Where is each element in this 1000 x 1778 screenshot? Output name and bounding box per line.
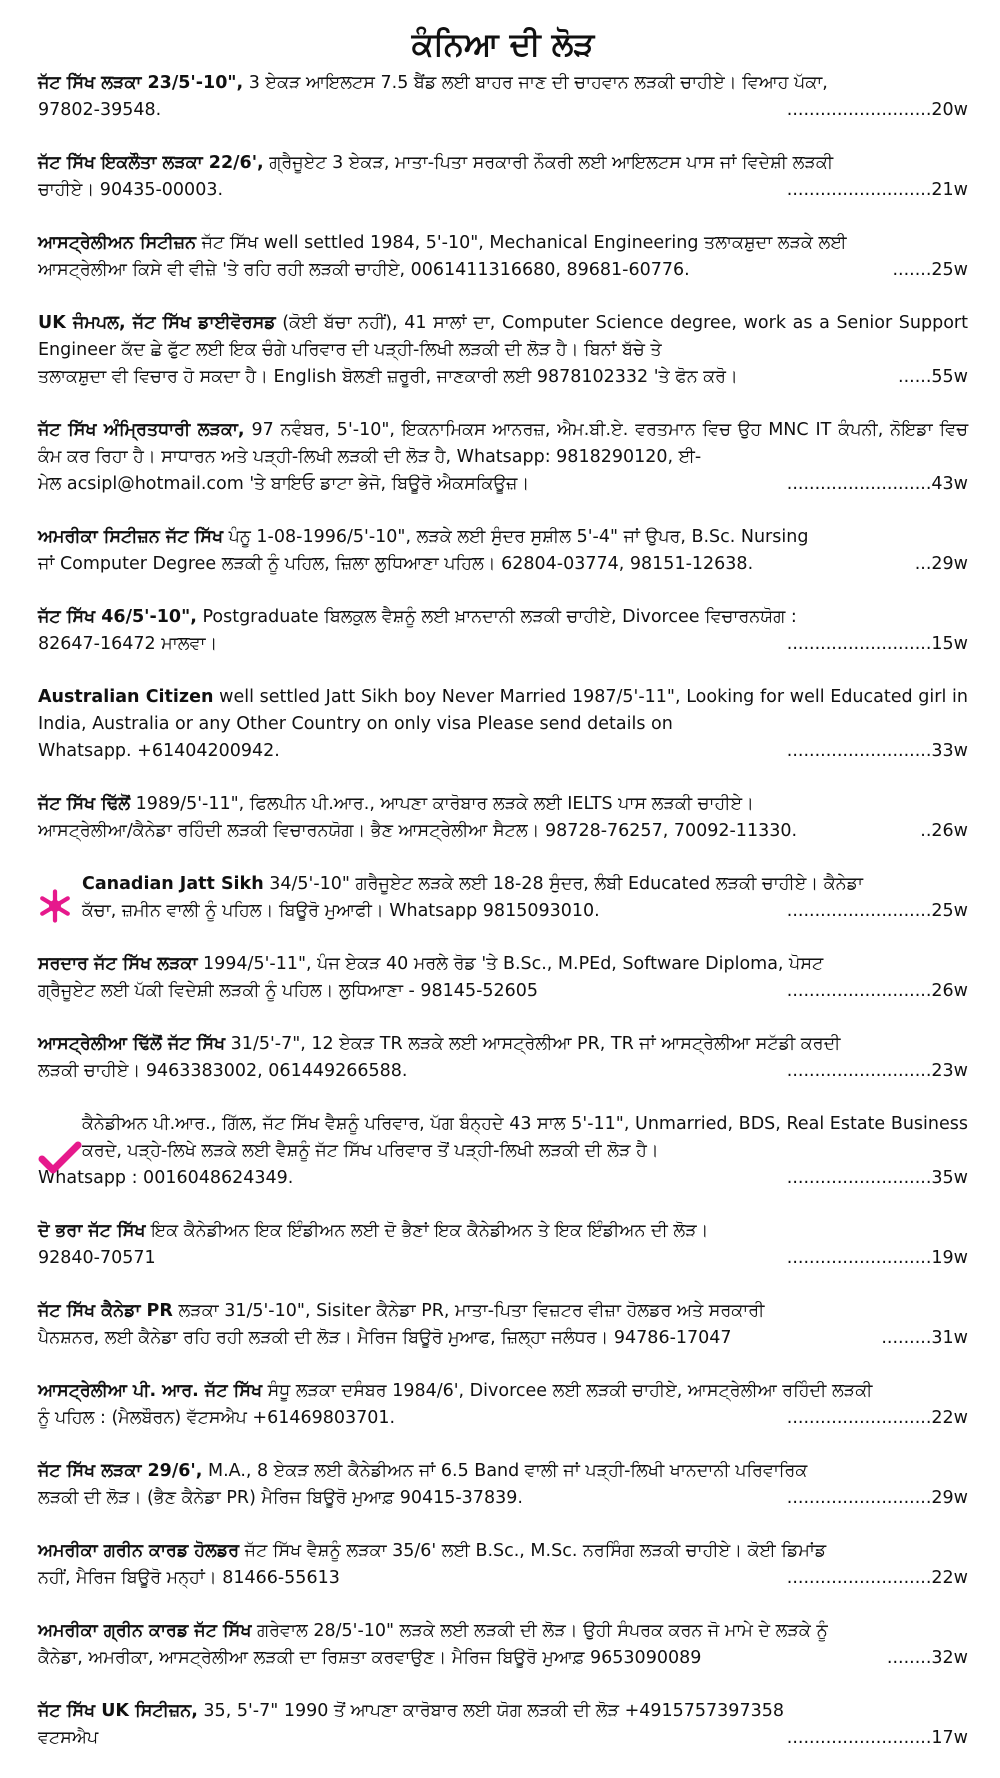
ad-body: 31/5'-7", 12 ਏਕੜ TR ਲੜਕੇ ਲਈ ਆਸਟ੍ਰੇਲੀਆ PR, TR ਜਾਂ ਆਸਟ੍ਰੇਲੀਆ ਸਟੱਡੀ ਕਰਦੀ <box>225 1034 841 1054</box>
classified-ad-5 <box>38 417 968 498</box>
ad-headline: ਜੱਟ ਸਿੱਖ UK ਸਿਟੀਜ਼ਨ, <box>38 1701 198 1721</box>
ad-body: 34/5'-10" ਗਰੈਜੂਏਟ ਲੜਕੇ ਲਈ 18-28 ਸੁੰਦਰ, ਲੰਬੀ Educated ਲੜਕੀ ਚਾਹੀਏ। ਕੈਨੇਡਾ <box>263 874 863 894</box>
ad-contact: 82647-16472 ਮਾਲਵਾ। <box>38 634 218 654</box>
ad-footer <box>38 738 968 765</box>
ad-contact: 92840-70571 <box>38 1248 156 1268</box>
page-title: ਕੰਨਿਆ ਦੀ ਲੋੜ <box>411 25 595 63</box>
ad-headline: ਜੱਟ ਸਿੱਖ ਲੜਕਾ 23/5'-10", <box>38 73 244 93</box>
ad-body: 35, 5'-7" 1990 ਤੋਂ ਆਪਣਾ ਕਾਰੋਬਾਰ ਲਈ ਯੋਗ ਲੜਕੀ ਦੀ ਲੋੜ +4915757397358 <box>197 1701 784 1721</box>
ad-code: ..........................17w <box>786 1728 968 1748</box>
classified-ad-1 <box>38 70 968 124</box>
ad-footer <box>38 1405 968 1432</box>
ad-contact: ਨੂੰ ਪਹਿਲ : (ਮੈਲਬੌਰਨ) ਵੱਟਸਐਪ +61469803701. <box>38 1408 396 1428</box>
ad-contact: ਲੜਕੀ ਚਾਹੀਏ। 9463383002, 061449266588. <box>38 1061 408 1081</box>
classified-ad-7 <box>38 604 968 658</box>
ad-headline: ਜੱਟ ਸਿੱਖ ਢਿੱਲੋਂ <box>38 794 131 814</box>
ad-body: well settled Jatt Sikh boy Never Married 1987/5'-11", Looking for well Educated girl in India, Australia or any Other Country on only visa Please send details on <box>38 687 968 734</box>
ad-headline: ਜੱਟ ਸਿੱਖ ਇਕਲੌਤਾ ਲੜਕਾ 22/6', <box>38 153 264 173</box>
ad-code: ..........................43w <box>786 474 968 494</box>
ad-headline: ਜੱਟ ਸਿੱਖ ਕੈਨੇਡਾ PR <box>38 1301 173 1321</box>
ad-contact: ਮੇਲ acsipl@hotmail.com 'ਤੇ ਬਾਇਓ ਡਾਟਾ ਭੇਜੋ, ਬਿਊਰੋ ਐਕਸਕਿਊਜ਼। <box>38 474 530 494</box>
ad-headline: ਅਮਰੀਕਾ ਸਿਟੀਜ਼ਨ ਜੱਟ ਸਿੱਖ <box>38 527 224 547</box>
ad-contact: ਆਸਟ੍ਰੇਲੀਆ ਕਿਸੇ ਵੀ ਵੀਜ਼ੇ 'ਤੇ ਰਹਿ ਰਹੀ ਲੜਕੀ ਚਾਹੀਏ, 0061411316680, 89681-60776. <box>38 260 690 280</box>
ad-body: ਜੱਟ ਸਿੱਖ well settled 1984, 5'-10", Mechanical Engineering ਤਲਾਕਸ਼ੁਦਾ ਲੜਕੇ ਲਈ <box>196 233 847 253</box>
ad-headline: Australian Citizen <box>38 687 214 707</box>
ad-footer <box>38 1725 968 1752</box>
ad-headline: Canadian Jatt Sikh <box>82 874 264 894</box>
ad-headline: ਆਸਟ੍ਰੇਲੀਆ ਪੀ. ਆਰ. ਜੱਟ ਸਿੱਖ <box>38 1381 263 1401</box>
ad-contact: ਵਟਸਐਪ <box>38 1728 99 1748</box>
classified-ad-15 <box>38 1298 968 1352</box>
ad-contact: ਆਸਟ੍ਰੇਲੀਆ/ਕੈਨੇਡਾ ਰਹਿੰਦੀ ਲੜਕੀ ਵਿਚਾਰਨਯੋਗ। ਭੈਣ ਆਸਟ੍ਰੇਲੀਆ ਸੈਟਲ। 98728-76257, 70092-11330. <box>38 821 798 841</box>
classified-ad-13 <box>38 1111 968 1192</box>
ad-code: ..........................25w <box>786 901 968 921</box>
ad-code: ..........................22w <box>786 1408 968 1428</box>
ad-footer <box>38 1165 968 1192</box>
ad-code: ........32w <box>886 1648 968 1668</box>
ad-contact: 97802-39548. <box>38 100 162 120</box>
ad-text-block <box>38 871 968 925</box>
ad-headline: ਦੋ ਭਰਾ ਜੱਟ ਸਿੱਖ <box>38 1221 146 1241</box>
ad-headline: ਆਸਟ੍ਰੇਲੀਆ ਢਿੱਲੋਂ ਜੱਟ ਸਿੱਖ <box>38 1034 226 1054</box>
ad-contact: ਤਲਾਕਸ਼ੁਦਾ ਵੀ ਵਿਚਾਰ ਹੋ ਸਕਦਾ ਹੈ। English ਬੋਲਣੀ ਜ਼ਰੂਰੀ, ਜਾਣਕਾਰੀ ਲਈ 9878102332 'ਤੇ ਫੋਨ ਕਰੋ। <box>38 367 738 387</box>
ad-code: ..........................29w <box>786 1488 968 1508</box>
classified-ad-4 <box>38 310 968 391</box>
ad-body: ਗ੍ਰੈਜੂਏਟ 3 ਏਕੜ, ਮਾਤਾ-ਪਿਤਾ ਸਰਕਾਰੀ ਨੌਕਰੀ ਲਈ ਆਇਲਟਸ ਪਾਸ ਜਾਂ ਵਿਦੇਸ਼ੀ ਲੜਕੀ <box>263 153 834 173</box>
ad-code: ..........................15w <box>786 634 968 654</box>
ad-body: 3 ਏਕੜ ਆਇਲਟਸ 7.5 ਬੈਂਡ ਲਈ ਬਾਹਰ ਜਾਣ ਦੀ ਚਾਹਵਾਨ ਲੜਕੀ ਚਾਹੀਏ। ਵਿਆਹ ਪੱਕਾ, <box>243 73 828 93</box>
classified-ad-18 <box>38 1538 968 1592</box>
ad-footer <box>38 818 968 845</box>
ad-body: ਪੰਨੂ 1-08-1996/5'-10", ਲੜਕੇ ਲਈ ਸੁੰਦਰ ਸੁਸ਼ੀਲ 5'-4" ਜਾਂ ਉਪਰ, B.Sc. Nursing <box>223 527 809 547</box>
ad-footer <box>38 1645 968 1672</box>
ad-body: ਜੱਟ ਸਿੱਖ ਵੈਸ਼ਨੂੰ ਲੜਕਾ 35/6' ਲਈ B.Sc., M.Sc. ਨਰਸਿੰਗ ਲੜਕੀ ਚਾਹੀਏ। ਕੋਈ ਡਿਮਾਂਡ <box>239 1541 827 1561</box>
ad-footer <box>38 631 968 658</box>
classified-ad-10 <box>38 871 968 925</box>
ad-contact: ਜਾਂ Computer Degree ਲੜਕੀ ਨੂੰ ਪਹਿਲ, ਜ਼ਿਲਾ ਲੁਧਿਆਣਾ ਪਹਿਲ। 62804-03774, 98151-12638. <box>38 554 754 574</box>
classifieds-page <box>38 22 968 1778</box>
ad-text-block <box>38 1111 968 1165</box>
ad-contact: ਗ੍ਰੈਜੂਏਟ ਲਈ ਪੱਕੀ ਵਿਦੇਸ਼ੀ ਲੜਕੀ ਨੂੰ ਪਹਿਲ। ਲੁਧਿਆਣਾ - 98145-52605 <box>38 981 539 1001</box>
ad-body: ਕੈਨੇਡੀਅਨ ਪੀ.ਆਰ., ਗਿੱਲ, ਜੱਟ ਸਿੱਖ ਵੈਸ਼ਨੂੰ ਪਰਿਵਾਰ, ਪੱਗ ਬੰਨ੍ਹਦੇ 43 ਸਾਲ 5'-11", Unmarried, BDS, Real Estate Business ਕਰਦੇ, ਪੜ੍ਹੇ-ਲਿਖੇ ਲੜਕੇ ਲਈ ਵੈਸ਼ਨੂੰ ਜੱਟ ਸਿੱਖ ਪਰਿਵਾਰ ਤੋਂ ਪੜ੍ਹੀ-ਲਿਖੀ ਲੜਕੀ ਦੀ ਲੋੜ ਹੈ। <box>82 1114 968 1161</box>
ad-body: 97 ਨਵੰਬਰ, 5'-10", ਇਕਨਾਮਿਕਸ ਆਨਰਜ਼, ਐਮ.ਬੀ.ਏ. ਵਰਤਮਾਨ ਵਿਚ ਉਹ MNC IT ਕੰਪਨੀ, ਨੋਇਡਾ ਵਿਚ ਕੰਮ ਕਰ ਰਿਹਾ ਹੈ। ਸਾਧਾਰਨ ਅਤੇ ਪੜ੍ਹੀ-ਲਿਖੀ ਲੜਕੀ ਦੀ ਲੋੜ ਹੈ, Whatsapp: 9818290120, ਈ- <box>38 420 968 467</box>
ad-body: ਇਕ ਕੈਨੇਡੀਅਨ ਇਕ ਇੰਡੀਅਨ ਲਈ ਦੋ ਭੈਣਾਂ ਇਕ ਕੈਨੇਡੀਅਨ ਤੇ ਇਕ ਇੰਡੀਅਨ ਦੀ ਲੋੜ। <box>145 1221 709 1241</box>
classified-ad-19 <box>38 1618 968 1672</box>
ad-footer <box>38 471 968 498</box>
ad-contact: ਪੈਨਸ਼ਨਰ, ਲਈ ਕੈਨੇਡਾ ਰਹਿ ਰਹੀ ਲੜਕੀ ਦੀ ਲੋੜ। ਮੈਰਿਜ ਬਿਊਰੋ ਮੁਆਫ, ਜ਼ਿਲ੍ਹਾ ਜਲੰਧਰ। 94786-17047 <box>38 1328 732 1348</box>
ad-body: 1994/5'-11", ਪੰਜ ਏਕੜ 40 ਮਰਲੇ ਰੋਡ 'ਤੇ B.Sc., M.PEd, Software Diploma, ਪੋਸਟ <box>197 954 824 974</box>
classified-ad-17 <box>38 1458 968 1512</box>
ad-footer <box>38 1565 968 1592</box>
ad-footer <box>38 1485 968 1512</box>
classified-ad-12 <box>38 1031 968 1085</box>
ad-footer <box>38 978 968 1005</box>
classified-ad-20 <box>38 1698 968 1752</box>
ad-body: M.A., 8 ਏਕੜ ਲਈ ਕੈਨੇਡੀਅਨ ਜਾਂ 6.5 Band ਵਾਲੀ ਜਾਂ ਪੜ੍ਹੀ-ਲਿਖੀ ਖਾਨਦਾਨੀ ਪਰਿਵਾਰਿਕ <box>202 1461 808 1481</box>
ad-code: ..........................21w <box>786 180 968 200</box>
star-icon <box>38 889 72 923</box>
ad-headline: ਆਸਟ੍ਰੇਲੀਅਨ ਸਿਟੀਜ਼ਨ <box>38 233 197 253</box>
ad-footer <box>38 1245 968 1272</box>
ad-body: ਲੜਕਾ 31/5'-10", Sisiter ਕੈਨੇਡਾ PR, ਮਾਤਾ-ਪਿਤਾ ਵਿਜ਼ਟਰ ਵੀਜ਼ਾ ਹੋਲਡਰ ਅਤੇ ਸਰਕਾਰੀ <box>172 1301 765 1321</box>
ad-code: ......55w <box>898 367 968 387</box>
ad-contact: ਚਾਹੀਏ। 90435-00003. <box>38 180 224 200</box>
ad-headline: ਅਮਰੀਕਾ ਗਰੀਨ ਕਾਰਡ ਹੋਲਡਰ <box>38 1541 240 1561</box>
ad-code: ..........................35w <box>786 1168 968 1188</box>
ad-footer <box>38 97 968 124</box>
ad-headline: ਜੱਟ ਸਿੱਖ ਅੰਮ੍ਰਿਤਧਾਰੀ ਲੜਕਾ, <box>38 420 245 440</box>
classified-ad-6 <box>38 524 968 578</box>
ad-contact: ਲੜਕੀ ਦੀ ਲੋੜ। (ਭੈਣ ਕੈਨੇਡਾ PR) ਮੈਰਿਜ ਬਿਊਰੋ ਮੁਆਫ਼ 90415-37839. <box>38 1488 523 1508</box>
ad-body: 1989/5'-11", ਫਿਲਪੀਨ ਪੀ.ਆਰ., ਆਪਣਾ ਕਾਰੋਬਾਰ ਲੜਕੇ ਲਈ IELTS ਪਾਸ ਲੜਕੀ ਚਾਹੀਏ। <box>130 794 754 814</box>
ad-footer <box>38 257 968 284</box>
checkmark-icon <box>38 1141 82 1175</box>
ad-footer <box>38 1325 968 1352</box>
ad-footer <box>82 898 968 925</box>
ad-body: (ਕੋਈ ਬੱਚਾ ਨਹੀਂ), 41 ਸਾਲਾਂ ਦਾ, Computer Science degree, work as a Senior Support Engineer ਕੱਦ ਛੇ ਫੁੱਟ ਲਈ ਇਕ ਚੰਗੇ ਪਰਿਵਾਰ ਦੀ ਪੜ੍ਹੀ-ਲਿਖੀ ਲੜਕੀ ਦੀ ਲੋੜ ਹੈ। ਬਿਨਾਂ ਬੱਚੇ ਤੇ <box>38 313 968 360</box>
classified-ad-2 <box>38 150 968 204</box>
ad-contact: Whatsapp. +61404200942. <box>38 741 280 761</box>
classified-ad-9 <box>38 791 968 845</box>
ad-code: ..........................22w <box>786 1568 968 1588</box>
classified-ad-8 <box>38 684 968 765</box>
ad-contact: ਕੱਚਾ, ਜ਼ਮੀਨ ਵਾਲੀ ਨੂੰ ਪਹਿਲ। ਬਿਊਰੋ ਮੁਆਫੀ। Whatsapp 9815093010. <box>82 901 600 921</box>
ad-code: ..........................33w <box>786 741 968 761</box>
ad-body: ਗਰੇਵਾਲ 28/5'-10" ਲੜਕੇ ਲਈ ਲੜਕੀ ਦੀ ਲੋੜ। ਉਹੀ ਸੰਪਰਕ ਕਰਨ ਜੋ ਮਾਮੇ ਦੇ ਲੜਕੇ ਨੂੰ <box>251 1621 828 1641</box>
ad-contact: ਨਹੀਂ, ਮੈਰਿਜ ਬਿਊਰੋ ਮਨ੍ਹਾਂ। 81466-55613 <box>38 1568 340 1588</box>
ad-code: ..........................20w <box>786 100 968 120</box>
ad-code: ...29w <box>914 554 968 574</box>
ad-headline: ਜੱਟ ਸਿੱਖ 46/5'-10", <box>38 607 197 627</box>
classified-ad-14 <box>38 1218 968 1272</box>
ad-footer <box>38 1058 968 1085</box>
ad-body: ਸੰਧੂ ਲੜਕਾ ਦਸੰਬਰ 1984/6', Divorcee ਲਈ ਲੜਕੀ ਚਾਹੀਏ, ਆਸਟ੍ਰੇਲੀਆ ਰਹਿੰਦੀ ਲੜਕੀ <box>262 1381 873 1401</box>
ad-contact: Whatsapp : 0016048624349. <box>38 1168 294 1188</box>
ad-code: .........31w <box>881 1328 968 1348</box>
ad-headline: ਅਮਰੀਕਾ ਗ੍ਰੀਨ ਕਾਰਡ ਜੱਟ ਸਿੱਖ <box>38 1621 252 1641</box>
ad-footer <box>38 551 968 578</box>
ad-headline: UK ਜੰਮਪਲ, ਜੱਟ ਸਿੱਖ ਡਾਈਵੋਰਸਡ <box>38 313 276 333</box>
ad-headline: ਸਰਦਾਰ ਜੱਟ ਸਿੱਖ ਲੜਕਾ <box>38 954 198 974</box>
ad-code: ..........................19w <box>786 1248 968 1268</box>
ad-footer <box>38 177 968 204</box>
ad-footer <box>38 364 968 391</box>
classified-ad-16 <box>38 1378 968 1432</box>
ad-code: ..26w <box>920 821 968 841</box>
ad-code: .......25w <box>892 260 968 280</box>
classified-ad-11 <box>38 951 968 1005</box>
ad-body: Postgraduate ਬਿਲਕੁਲ ਵੈਸ਼ਨੂੰ ਲਈ ਖ਼ਾਨਦਾਨੀ ਲੜਕੀ ਚਾਹੀਏ, Divorcee ਵਿਚਾਰਨਯੋਗ : <box>196 607 797 627</box>
ad-code: ..........................26w <box>786 981 968 1001</box>
ad-code: ..........................23w <box>786 1061 968 1081</box>
ad-contact: ਕੈਨੇਡਾ, ਅਮਰੀਕਾ, ਆਸਟ੍ਰੇਲੀਆ ਲੜਕੀ ਦਾ ਰਿਸ਼ਤਾ ਕਰਵਾਉਣ। ਮੈਰਿਜ ਬਿਊਰੋ ਮੁਆਫ਼ 9653090089 <box>38 1648 702 1668</box>
ad-headline: ਜੱਟ ਸਿੱਖ ਲੜਕਾ 29/6', <box>38 1461 203 1481</box>
classified-ad-3 <box>38 230 968 284</box>
